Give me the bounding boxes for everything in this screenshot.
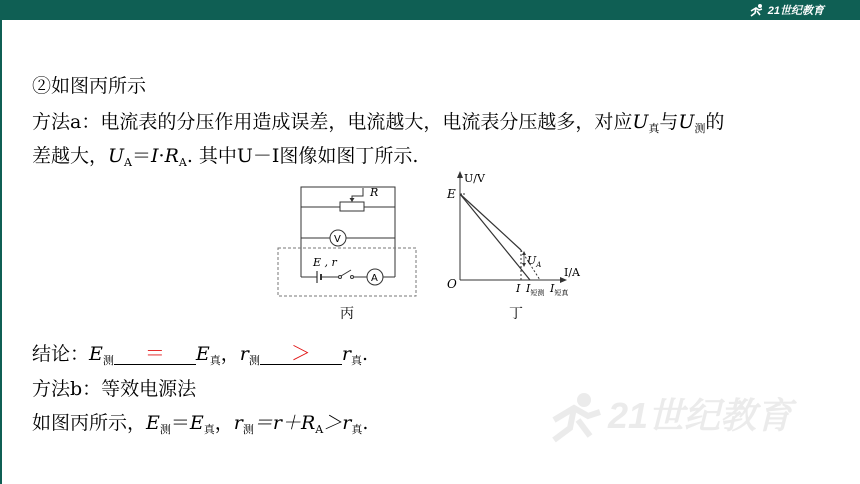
var-u: U (632, 111, 649, 133)
final-period: . (362, 412, 369, 434)
var-e-true: E (195, 343, 210, 365)
sub-meas-r: 测 (248, 354, 260, 367)
logo-text: 21世纪教育 (767, 5, 824, 17)
x-axis-label: I/A (564, 266, 580, 279)
final-start: 如图丙所示， (32, 412, 147, 434)
sub-true: 真 (648, 122, 660, 135)
var-r-true: r (341, 343, 351, 365)
var-i: I (151, 145, 159, 167)
i-label: I (516, 282, 521, 295)
comma: ， (220, 343, 240, 365)
var-e: E (89, 343, 103, 365)
method-b: 方法b：等效电源法 (32, 378, 197, 400)
left-border (0, 20, 2, 484)
answer-1: ＝ (144, 341, 165, 365)
answer-blank-2 (260, 343, 342, 365)
label-r: R (370, 186, 379, 199)
e-label: E (447, 187, 456, 201)
line2-start: 差越大， (32, 145, 109, 167)
final-r: r (233, 412, 243, 434)
conclusion-line (32, 341, 368, 374)
watermark-text: 21世纪教育 (608, 395, 793, 436)
header-bar (0, 0, 860, 20)
final-e-true: E (189, 412, 204, 434)
final-comma: ， (214, 412, 234, 434)
method-a-line2 (32, 143, 418, 176)
var-r-meas: r (239, 343, 249, 365)
var-u2: U (678, 111, 695, 133)
final-line (32, 410, 368, 443)
caption-ding: 丁 (509, 306, 523, 322)
sub-meas-e: 测 (102, 354, 114, 367)
y-axis-label: U/V (464, 172, 485, 185)
sub-meas: 测 (694, 122, 706, 135)
answer-2: ＞ (290, 341, 311, 365)
i-short-meas: $I_{短测}$ (526, 282, 545, 297)
final-sub-meas: 测 (159, 423, 171, 436)
origin-label: O (447, 277, 457, 291)
conclusion-label: 结论： (32, 343, 90, 365)
eq-sign: ＝ (131, 145, 151, 167)
ammeter-label: A (371, 273, 378, 284)
line2-end: . 其中U－I图像如图丁所示. (186, 145, 419, 167)
method-a-text: 方法a：电流表的分压作用造成误差，电流越大，电流表分压越多，对应 (32, 111, 633, 133)
runner-icon (749, 3, 765, 17)
final-e: E (146, 412, 160, 434)
answer-blank-1 (114, 343, 196, 365)
sub-a: A (124, 156, 132, 169)
var-r: R (164, 145, 179, 167)
source-label: E , r (313, 256, 337, 269)
sub-true-e: 真 (209, 354, 221, 367)
method-a-line1 (32, 109, 724, 142)
final-r-eq: ＝r＋R (253, 412, 316, 434)
brand-logo (749, 1, 824, 19)
watermark-logo (544, 386, 824, 446)
final-sub-meas-r: 测 (242, 423, 254, 436)
de-text: 的 (705, 111, 725, 133)
final-gt: ＞r (323, 412, 352, 434)
ui-graph (440, 168, 600, 303)
sub-a2: A (178, 156, 187, 169)
voltmeter-label: V (334, 234, 341, 245)
i-short-true: $I_{短真}$ (550, 282, 569, 297)
and-text: 与 (659, 111, 679, 133)
final-sub-a: A (315, 423, 324, 436)
caption-bing: 丙 (340, 306, 354, 322)
circuit-diagram (275, 182, 420, 302)
var-ua: U (108, 145, 125, 167)
period: . (361, 343, 369, 365)
ua-label: $U_A$ (527, 254, 542, 269)
final-sub-true: 真 (203, 423, 215, 436)
dot: · (158, 145, 165, 167)
final-sub-true-r: 真 (351, 423, 363, 436)
final-eq: ＝ (170, 412, 190, 434)
sub-true-r: 真 (350, 354, 362, 367)
heading: ②如图丙所示 (32, 75, 147, 97)
